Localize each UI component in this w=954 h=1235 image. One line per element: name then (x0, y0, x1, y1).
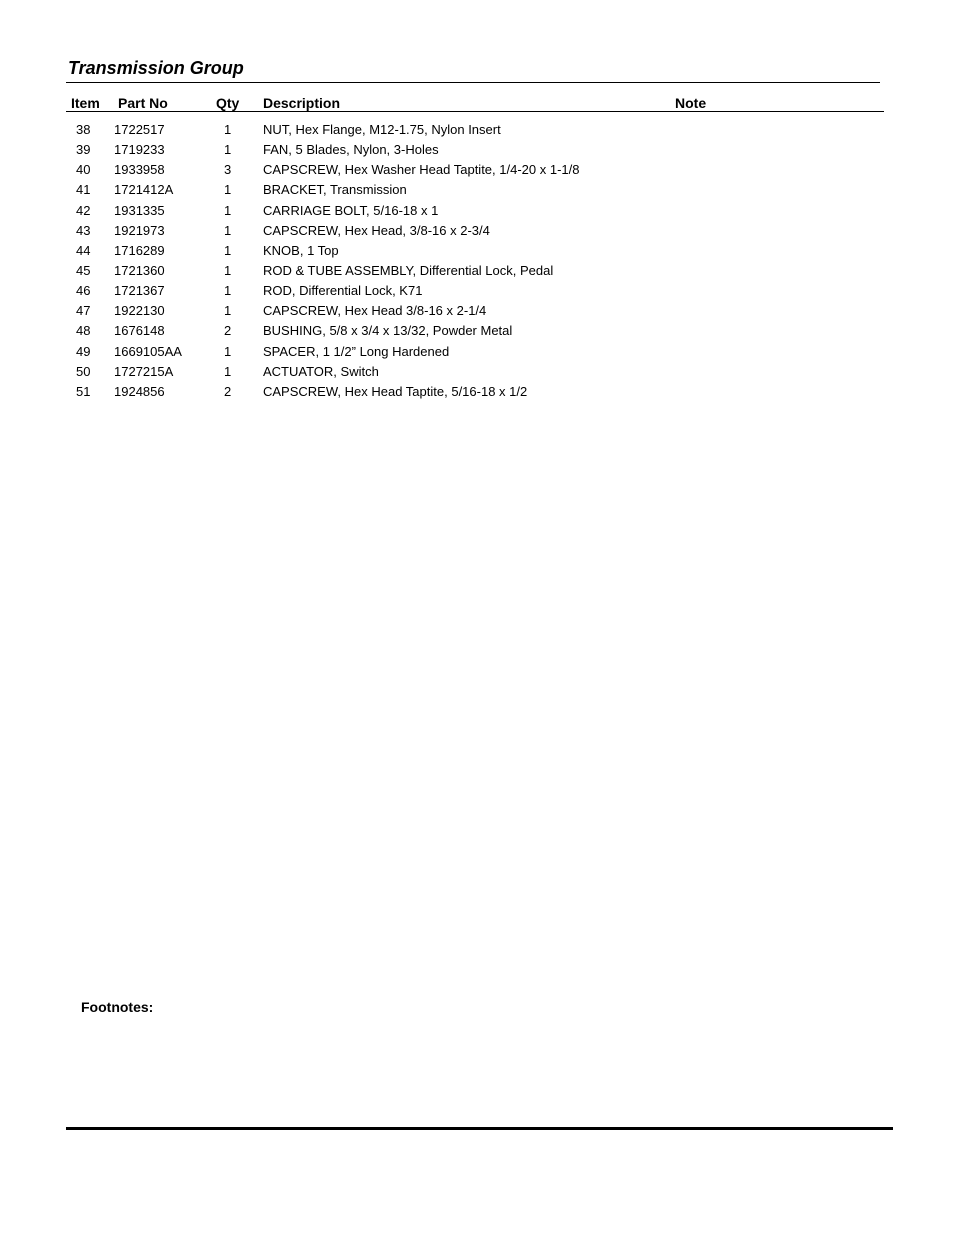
cell-qty: 1 (224, 262, 232, 278)
cell-qty: 2 (224, 383, 232, 399)
cell-qty: 1 (224, 182, 232, 198)
cell-qty: 3 (224, 162, 232, 178)
cell-description: BUSHING, 5/8 x 3/4 x 13/32, Powder Metal (263, 323, 513, 339)
cell-qty: 2 (224, 323, 232, 339)
table-row (0, 161, 954, 181)
column-header-qty: Qty (216, 95, 240, 111)
cell-qty: 1 (224, 142, 232, 158)
cell-description: ROD, Differential Lock, K71 (263, 283, 423, 299)
footer-divider (66, 1127, 893, 1130)
cell-item: 49 (76, 343, 91, 359)
cell-qty: 1 (224, 343, 232, 359)
cell-description: FAN, 5 Blades, Nylon, 3-Holes (263, 142, 439, 158)
table-row (0, 302, 954, 322)
header-divider (66, 111, 884, 112)
cell-item: 48 (76, 323, 91, 339)
cell-qty: 1 (224, 363, 232, 379)
cell-part-no: 1669105AA (114, 343, 182, 359)
cell-description: CAPSCREW, Hex Head, 3/8-16 x 2-3/4 (263, 222, 490, 238)
column-header-note: Note (675, 95, 707, 111)
cell-item: 45 (76, 262, 91, 278)
table-row (0, 141, 954, 161)
cell-part-no: 1716289 (114, 242, 165, 258)
cell-description: CAPSCREW, Hex Washer Head Taptite, 1/4-20 x 1-1/8 (263, 162, 580, 178)
cell-part-no: 1719233 (114, 142, 165, 158)
cell-part-no: 1921973 (114, 222, 165, 238)
cell-item: 44 (76, 242, 91, 258)
page-title: Transmission Group (68, 58, 244, 78)
cell-part-no: 1721360 (114, 262, 165, 278)
table-row (0, 343, 954, 363)
cell-description: CAPSCREW, Hex Head 3/8-16 x 2-1/4 (263, 303, 487, 319)
cell-item: 41 (76, 182, 91, 198)
table-row (0, 242, 954, 262)
cell-item: 40 (76, 162, 91, 178)
parts-table-body (0, 121, 954, 403)
cell-description: CAPSCREW, Hex Head Taptite, 5/16-18 x 1/2 (263, 383, 528, 399)
table-row (0, 121, 954, 141)
cell-item: 51 (76, 383, 91, 399)
cell-part-no: 1722517 (114, 122, 165, 137)
table-row (0, 282, 954, 302)
cell-description: NUT, Hex Flange, M12-1.75, Nylon Insert (263, 122, 501, 137)
cell-part-no: 1922130 (114, 303, 165, 319)
cell-item: 50 (76, 363, 91, 379)
cell-part-no: 1721367 (114, 283, 165, 299)
cell-item: 46 (76, 283, 91, 299)
cell-item: 42 (76, 202, 91, 218)
cell-qty: 1 (224, 303, 232, 319)
cell-part-no: 1676148 (114, 323, 165, 339)
cell-part-no: 1924856 (114, 383, 165, 399)
table-row (0, 322, 954, 342)
cell-item: 39 (76, 142, 91, 158)
cell-qty: 1 (224, 202, 232, 218)
table-row (0, 181, 954, 201)
title-divider (66, 82, 880, 83)
cell-qty: 1 (224, 222, 232, 238)
cell-qty: 1 (224, 122, 232, 137)
cell-description: KNOB, 1 Top (263, 242, 339, 258)
cell-item: 43 (76, 222, 91, 238)
cell-item: 38 (76, 122, 91, 137)
cell-part-no: 1721412A (114, 182, 174, 198)
table-row (0, 363, 954, 383)
cell-item: 47 (76, 303, 91, 319)
cell-description: ACTUATOR, Switch (263, 363, 379, 379)
cell-description: ROD & TUBE ASSEMBLY, Differential Lock, Pedal (263, 262, 554, 278)
table-row (0, 383, 954, 403)
cell-part-no: 1727215A (114, 363, 174, 379)
footnotes-label: Footnotes: (81, 999, 154, 1015)
column-header-part-no: Part No (118, 95, 168, 111)
cell-description: SPACER, 1 1/2” Long Hardened (263, 343, 450, 359)
table-row (0, 202, 954, 222)
cell-part-no: 1931335 (114, 202, 165, 218)
cell-qty: 1 (224, 283, 232, 299)
cell-qty: 1 (224, 242, 232, 258)
cell-description: CARRIAGE BOLT, 5/16-18 x 1 (263, 202, 439, 218)
column-header-item: Item (71, 95, 100, 111)
column-header-description: Description (263, 95, 341, 111)
cell-description: BRACKET, Transmission (263, 182, 407, 198)
table-row (0, 222, 954, 242)
table-row (0, 262, 954, 282)
cell-part-no: 1933958 (114, 162, 165, 178)
